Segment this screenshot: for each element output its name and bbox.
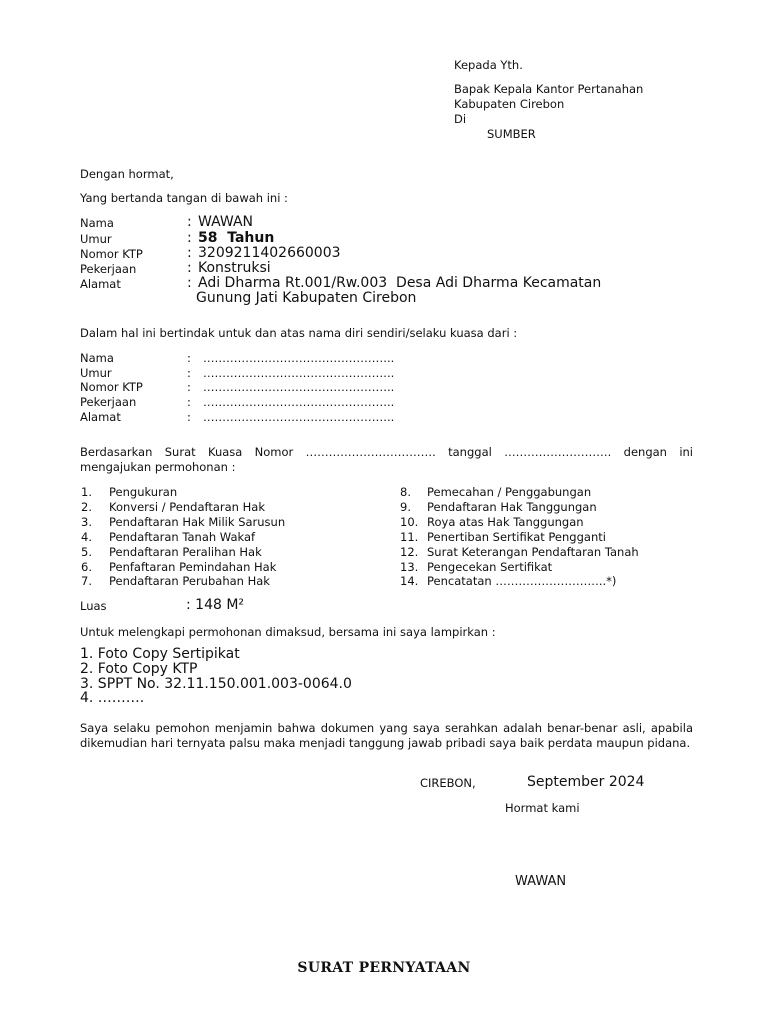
service-number: 5.	[81, 544, 92, 559]
basis-paragraph: Berdasarkan Surat Kuasa Nomor ……………………………. tanggal ………………………. dengan ini mengajukan permohonan :	[80, 445, 693, 474]
service-label: Pemecahan / Penggabungan	[427, 485, 592, 499]
recipient-line4: SUMBER	[487, 127, 536, 141]
recipient-line1: Bapak Kepala Kantor Pertanahan	[454, 82, 644, 96]
applicant-alamat-line2: Gunung Jati Kabupaten Cirebon	[196, 290, 417, 306]
colon: :	[187, 351, 191, 365]
proxy-umur-label: Umur	[80, 366, 112, 380]
service-label: Pendaftaran Tanah Wakaf	[109, 529, 256, 544]
service-item	[81, 500, 265, 514]
alamat-label: Alamat	[80, 277, 121, 291]
attachment-item: 4. ……….	[80, 690, 145, 706]
service-label: Konversi / Pendaftaran Hak	[109, 499, 265, 514]
applicant-pekerjaan: Konstruksi	[198, 260, 271, 276]
service-item	[81, 515, 285, 529]
area-value: : 148 M²	[186, 597, 245, 613]
service-label: Pengukuran	[109, 485, 178, 499]
service-item	[400, 500, 597, 514]
proxy-nama-row	[80, 351, 480, 366]
service-number: 10.	[400, 514, 419, 529]
service-number: 9.	[400, 499, 411, 514]
service-number: 14.	[400, 574, 419, 589]
proxy-umur-row	[80, 366, 480, 381]
recipient-line3: Di	[454, 112, 467, 126]
ktp-label: Nomor KTP	[80, 247, 143, 261]
proxy-nama-blank: …………………………………………..	[203, 351, 395, 365]
colon: :	[187, 380, 191, 394]
colon: :	[187, 366, 191, 380]
colon: :	[187, 410, 191, 424]
applicant-nama: WAWAN	[198, 214, 254, 230]
applicant-alamat-line1: Adi Dharma Rt.001/Rw.003 Desa Adi Dharma Kecamatan	[198, 275, 602, 291]
service-item	[81, 574, 270, 588]
proxy-alamat-row	[80, 410, 480, 425]
proxy-nama-label: Nama	[80, 351, 114, 365]
signature-city: CIREBON,	[420, 776, 476, 790]
service-item	[400, 560, 552, 574]
proxy-umur-blank: …………………………………………..	[203, 366, 395, 380]
applicant-umur-row	[80, 232, 680, 247]
service-item	[81, 560, 276, 574]
recipient-kepada: Kepada Yth.	[454, 58, 523, 72]
declaration-paragraph: Saya selaku pemohon menjamin bahwa dokumen yang saya serahkan adalah benar-benar asli, apabila dikemudian hari ternyata palsu maka menjadi tanggung jawab pribadi saya baik perdata maupun pidana.	[80, 721, 693, 750]
service-number: 8.	[400, 485, 411, 499]
service-label: Pendaftaran Hak Tanggungan	[427, 499, 597, 514]
signature-closing: Hormat kami	[505, 801, 580, 815]
proxy-pekerjaan-blank: …………………………………………..	[203, 395, 395, 409]
service-label: Pencatatan ………………………..*)	[427, 574, 617, 589]
proxy-pekerjaan-row	[80, 395, 480, 410]
document-title: SURAT PERNYATAAN	[297, 960, 471, 976]
applicant-nama-row	[80, 216, 680, 231]
service-item	[81, 485, 177, 499]
umur-label: Umur	[80, 232, 112, 246]
service-label: Pendaftaran Perubahan Hak	[109, 574, 270, 589]
colon: :	[187, 395, 191, 409]
service-item	[400, 530, 606, 544]
service-item	[81, 530, 255, 544]
service-label: Roya atas Hak Tanggungan	[427, 514, 584, 529]
colon: :	[187, 275, 192, 291]
attachment-item: 2. Foto Copy KTP	[80, 661, 198, 677]
service-number: 3.	[81, 514, 92, 529]
pekerjaan-label: Pekerjaan	[80, 262, 137, 276]
proxy-alamat-blank: …………………………………………..	[203, 410, 395, 424]
service-number: 13.	[400, 559, 419, 574]
service-item	[400, 485, 591, 499]
applicant-ktp: 3209211402660003	[198, 245, 341, 261]
service-label: Penertiban Sertifikat Pengganti	[427, 529, 606, 544]
proxy-pekerjaan-label: Pekerjaan	[80, 395, 137, 409]
service-label: Surat Keterangan Pendaftaran Tanah	[427, 544, 639, 559]
service-label: Pengecekan Sertifikat	[427, 559, 553, 574]
intro-text: Yang bertanda tangan di bawah ini :	[80, 191, 288, 205]
service-label: Pendaftaran Hak Milik Sarusun	[109, 514, 286, 529]
proxy-ktp-blank: …………………………………………..	[203, 380, 395, 394]
service-number: 1.	[81, 485, 92, 499]
colon: :	[187, 245, 192, 261]
service-item	[400, 574, 616, 588]
service-number: 2.	[81, 499, 92, 514]
service-number: 12.	[400, 544, 419, 559]
recipient-line2: Kabupaten Cirebon	[454, 97, 565, 111]
colon: :	[187, 260, 192, 276]
applicant-ktp-row	[80, 247, 680, 262]
service-number: 6.	[81, 559, 92, 574]
signature-date: September 2024	[527, 774, 645, 790]
service-number: 11.	[400, 529, 419, 544]
proxy-ktp-row	[80, 380, 480, 395]
greeting: Dengan hormat,	[80, 167, 174, 181]
signature-name: WAWAN	[515, 874, 567, 889]
service-label: Pendaftaran Peralihan Hak	[109, 544, 262, 559]
service-item	[400, 515, 584, 529]
nama-label: Nama	[80, 216, 114, 230]
service-label: Penfaftaran Pemindahan Hak	[109, 559, 277, 574]
applicant-umur: 58 Tahun	[198, 230, 275, 246]
proxy-alamat-label: Alamat	[80, 410, 121, 424]
colon: :	[187, 214, 192, 230]
service-item	[400, 545, 639, 559]
service-number: 4.	[81, 529, 92, 544]
attachment-item: 3. SPPT No. 32.11.150.001.003-0064.0	[80, 676, 352, 692]
colon: :	[187, 230, 192, 246]
proxy-ktp-label: Nomor KTP	[80, 380, 143, 394]
attachment-item: 1. Foto Copy Sertipikat	[80, 646, 240, 662]
service-number: 7.	[81, 574, 92, 589]
attach-intro: Untuk melengkapi permohonan dimaksud, bersama ini saya lampirkan :	[80, 625, 496, 639]
proxy-intro: Dalam hal ini bertindak untuk dan atas nama diri sendiri/selaku kuasa dari :	[80, 326, 518, 340]
service-item	[81, 545, 262, 559]
area-label: Luas	[80, 599, 107, 613]
